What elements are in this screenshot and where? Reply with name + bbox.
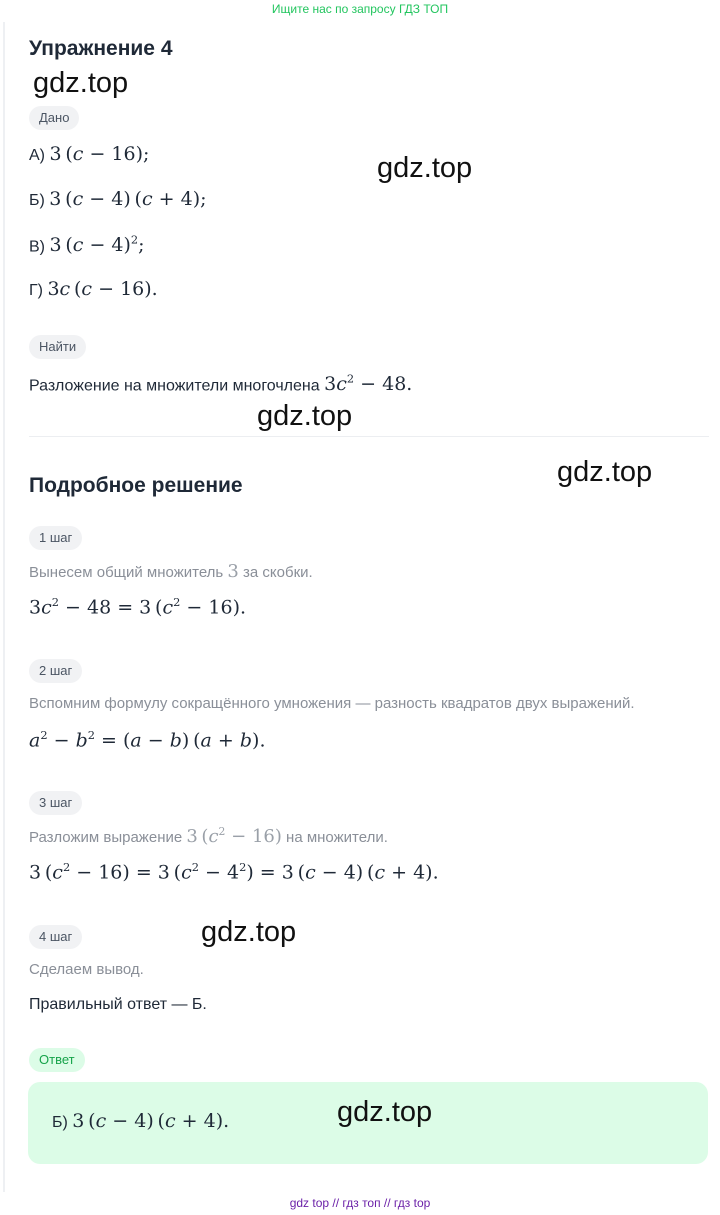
step-badge: 1 шаг <box>29 526 82 550</box>
find-badge: Найти <box>29 335 86 359</box>
watermark: gdz.top <box>557 456 653 488</box>
watermark: gdz.top <box>377 152 473 184</box>
watermark: gdz.top <box>33 67 129 99</box>
answer-label: Б) <box>52 1114 68 1131</box>
step-note: Разложим выражение 3 $(c^2 - 16)$ на множители. <box>29 825 388 847</box>
answer-badge: Ответ <box>29 1048 85 1072</box>
given-item-label: А) <box>29 147 45 164</box>
step-note: Сделаем вывод. <box>29 961 144 978</box>
given-item-c <box>29 233 145 256</box>
given-item-expr: 3 $(c - 4)^2$; <box>49 233 145 257</box>
given-item-expr: 3 (c − 16); <box>49 143 150 165</box>
step-expr: $a^2 - b^2 = (a - b) (a + b)$. <box>29 728 266 752</box>
step-expr: $3c^2 - 48 = 3$ $(c^2 - 16)$. <box>29 595 247 619</box>
answer-text <box>52 1110 229 1132</box>
left-divider <box>3 22 5 1192</box>
step-conclusion: Правильный ответ — Б. <box>29 996 207 1013</box>
step-badge: 3 шаг <box>29 791 82 815</box>
watermark: gdz.top <box>337 1096 433 1128</box>
solution-title: Подробное решение <box>29 474 243 497</box>
watermark: gdz.top <box>201 916 297 948</box>
given-item-expr: 3 (c − 4) (c + 4); <box>49 188 207 210</box>
given-item-label: Г) <box>29 282 43 299</box>
step-note: Вынесем общий множитель 3 за скобки. <box>29 561 313 582</box>
given-item-label: Б) <box>29 192 45 209</box>
given-item-label: В) <box>29 238 45 256</box>
given-item-b <box>29 188 207 210</box>
step-expr: 3 $(c^2 - 16) = 3$ $(c^2 - 4^2) = 3$ (c − 4) (c + 4). <box>29 860 439 884</box>
section-divider <box>29 436 709 437</box>
top-banner-link[interactable]: Ищите нас по запросу ГДЗ ТОП <box>271 2 449 16</box>
footer-links[interactable]: gdz top // гдз топ // гдз top <box>289 1196 431 1210</box>
step-badge: 4 шаг <box>29 925 82 949</box>
find-description: Разложение на множители многочлена <box>29 377 320 395</box>
answer-expr: 3 (c − 4) (c + 4). <box>72 1110 230 1132</box>
find-text <box>29 372 412 395</box>
given-badge: Дано <box>29 106 79 130</box>
given-item-expr: 3c (c − 16). <box>47 278 158 300</box>
step-badge: 2 шаг <box>29 659 82 683</box>
given-item-d <box>29 278 158 300</box>
given-item-a <box>29 143 149 165</box>
find-expr: $3c^2 - 48$. <box>324 372 413 396</box>
step-note: Вспомним формулу сокращённого умножения — разность квадратов двух выражений. <box>29 695 635 712</box>
watermark: gdz.top <box>257 400 353 432</box>
page-title: Упражнение 4 <box>29 37 173 60</box>
